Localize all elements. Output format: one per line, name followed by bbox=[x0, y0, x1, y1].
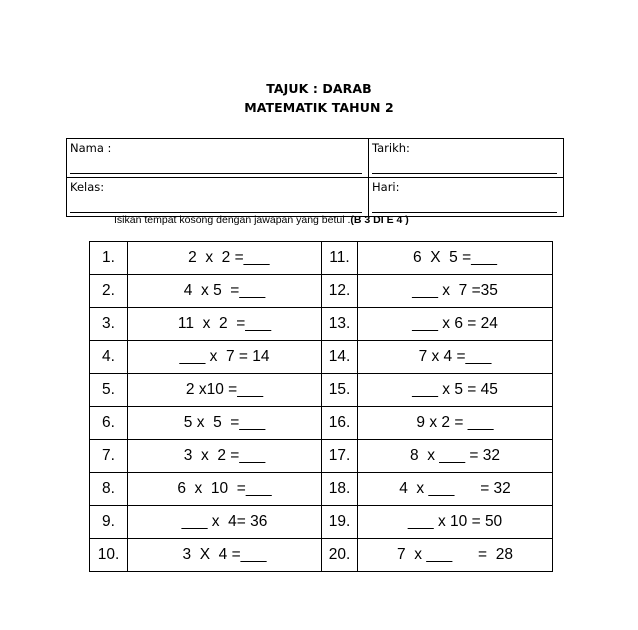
question-number: 4. bbox=[90, 341, 128, 374]
question-equation[interactable]: 11 x 2 =___ bbox=[128, 308, 322, 341]
question-equation[interactable]: ___ x 7 =35 bbox=[358, 275, 553, 308]
question-number: 11. bbox=[322, 242, 358, 275]
question-number: 17. bbox=[322, 440, 358, 473]
question-equation[interactable]: 7 x 4 =___ bbox=[358, 341, 553, 374]
hari-answer-line[interactable] bbox=[372, 212, 557, 213]
questions-table bbox=[89, 241, 553, 572]
question-equation[interactable]: ___ x 6 = 24 bbox=[358, 308, 553, 341]
question-equation[interactable]: 5 x 5 =___ bbox=[128, 407, 322, 440]
kelas-answer-line[interactable] bbox=[70, 212, 362, 213]
question-number: 19. bbox=[322, 506, 358, 539]
nama-cell bbox=[67, 139, 369, 178]
question-number: 8. bbox=[90, 473, 128, 506]
question-number: 1. bbox=[90, 242, 128, 275]
worksheet-title: TAJUK : DARAB bbox=[266, 81, 372, 96]
question-row bbox=[90, 341, 553, 374]
tarikh-answer-line[interactable] bbox=[372, 173, 557, 174]
question-number: 5. bbox=[90, 374, 128, 407]
question-row bbox=[90, 506, 553, 539]
question-equation[interactable]: 9 x 2 = ___ bbox=[358, 407, 553, 440]
question-equation[interactable]: 2 x10 =___ bbox=[128, 374, 322, 407]
nama-label: Nama : bbox=[70, 141, 112, 155]
question-equation[interactable]: 3 X 4 =___ bbox=[128, 539, 322, 572]
question-row bbox=[90, 242, 553, 275]
question-row bbox=[90, 407, 553, 440]
question-row bbox=[90, 374, 553, 407]
question-row bbox=[90, 440, 553, 473]
question-row bbox=[90, 308, 553, 341]
question-number: 6. bbox=[90, 407, 128, 440]
question-equation[interactable]: 6 X 5 =___ bbox=[358, 242, 553, 275]
question-equation[interactable]: 6 x 10 =___ bbox=[128, 473, 322, 506]
question-number: 9. bbox=[90, 506, 128, 539]
student-info-table bbox=[66, 138, 564, 217]
question-equation[interactable]: 4 x 5 =___ bbox=[128, 275, 322, 308]
question-equation[interactable]: 8 x ___ = 32 bbox=[358, 440, 553, 473]
question-equation[interactable]: ___ x 7 = 14 bbox=[128, 341, 322, 374]
worksheet-subtitle: MATEMATIK TAHUN 2 bbox=[244, 100, 394, 115]
question-equation[interactable]: 2 x 2 =___ bbox=[128, 242, 322, 275]
question-number: 10. bbox=[90, 539, 128, 572]
question-equation[interactable]: ___ x 10 = 50 bbox=[358, 506, 553, 539]
question-equation[interactable]: ___ x 4= 36 bbox=[128, 506, 322, 539]
question-row bbox=[90, 275, 553, 308]
question-equation[interactable]: 7 x ___ = 28 bbox=[358, 539, 553, 572]
question-number: 12. bbox=[322, 275, 358, 308]
question-number: 13. bbox=[322, 308, 358, 341]
question-number: 14. bbox=[322, 341, 358, 374]
instruction-code: (B 3 DI E 4 ) bbox=[350, 214, 409, 226]
question-number: 7. bbox=[90, 440, 128, 473]
question-number: 3. bbox=[90, 308, 128, 341]
question-number: 16. bbox=[322, 407, 358, 440]
question-equation[interactable]: ___ x 5 = 45 bbox=[358, 374, 553, 407]
question-number: 2. bbox=[90, 275, 128, 308]
question-row bbox=[90, 473, 553, 506]
question-equation[interactable]: 3 x 2 =___ bbox=[128, 440, 322, 473]
hari-label: Hari: bbox=[372, 180, 400, 194]
kelas-label: Kelas: bbox=[70, 180, 105, 194]
question-equation[interactable]: 4 x ___ = 32 bbox=[358, 473, 553, 506]
instruction-main: Isikan tempat kosong dengan jawapan yang betul . bbox=[114, 214, 351, 226]
kelas-cell bbox=[67, 178, 369, 217]
question-number: 18. bbox=[322, 473, 358, 506]
hari-cell bbox=[369, 178, 564, 217]
question-row bbox=[90, 539, 553, 572]
tarikh-cell bbox=[369, 139, 564, 178]
tarikh-label: Tarikh: bbox=[372, 141, 410, 155]
nama-answer-line[interactable] bbox=[70, 173, 362, 174]
instruction-text bbox=[114, 214, 409, 226]
question-number: 15. bbox=[322, 374, 358, 407]
question-number: 20. bbox=[322, 539, 358, 572]
